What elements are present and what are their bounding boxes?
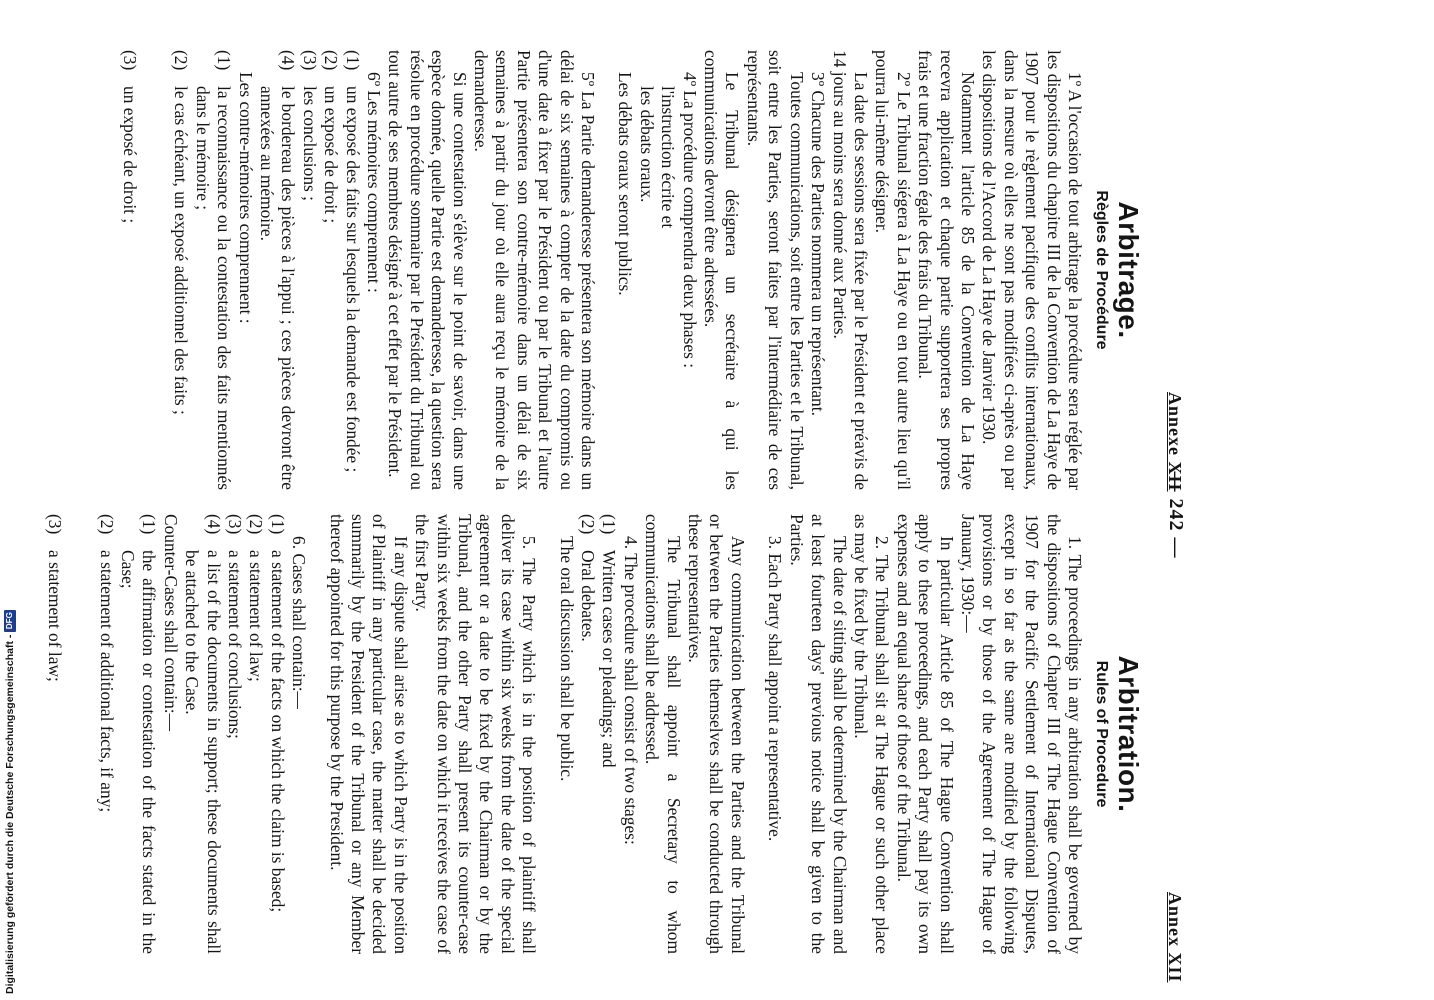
french-paragraph-5: 5º La Partie demanderesse présentera son mémoire dans un délai de six semaines à compter de la date du compromis ou d'une date à fixer par le Président ou par le Tribunal et l'autre Partie présentera son contre-mémoire dans un délai de six semaines à partir du jour où elle aura reçu le mémoire de la demanderesse.: [471, 50, 599, 490]
french-paragraph-4c: Les débats oraux seront publics.: [615, 72, 636, 296]
list-item: (1)la reconnaissance ou la contestation des faits mentionnés dans le mémoire ;: [192, 50, 235, 490]
english-paragraph-1b: In particular Article 85 of The Hague Convention shall apply to these proceedings, and each Party shall pay its own expenses and an equal share of those of the Tribunal.: [893, 514, 957, 954]
french-paragraph-2: 2º Le Tribunal siégera à La Haye ou en tout autre lieu qu'il pourra lui-même désigner.: [872, 50, 914, 490]
list-item: (3)a statement of conclusions;: [224, 514, 245, 739]
list-item: (2)a statement of law;: [246, 514, 267, 682]
french-subtitle: Règles de Procédure: [1093, 190, 1110, 350]
english-paragraph-5b: If any dispute shall arise as to which Party is in the position of Plaintiff in any particular case, the matter shall be decided summarily by the President of the Tribunal or any Member thereof appointed for this purpose by the President.: [326, 514, 411, 954]
english-paragraph-5: 5. The Party which is in the position of plaintiff shall deliver its case within six weeks from the date of the special agreement or a date to be fixed by the Chairman or by the Tribunal, and the other Party shall present its counter-case within six weeks from the date on which it receives the case of the first Party.: [412, 514, 540, 954]
french-paragraph-4: 4º La procédure comprendra deux phases :: [679, 72, 700, 369]
french-paragraph-2b: La date des sessions sera fixée par le Président et préavis de 14 jours au moins sera donné aux Parties.: [829, 50, 871, 490]
annex-label-french: Annexe XII: [1165, 392, 1185, 492]
french-paragraph-5b: Si une contestation s'élève sur le point de savoir, dans une espèce donnée, quelle Partie est demanderesse, la question sera résolue en procédure sommaire par le Président du Tribunal ou tout autre de ses membres désigné à cet effet par le Président.: [385, 50, 470, 490]
french-paragraph-3c: Le Tribunal désignera un secrétaire à qui les communications devront être adressées.: [701, 50, 743, 490]
list-item: (4)a list of the documents in support; these documents shall be attached to the Case.: [182, 514, 224, 954]
list-item: (3)les conclusions ;: [299, 50, 320, 201]
french-paragraph-3: 3º Chacune des Parties nommera un représentant.: [808, 72, 829, 416]
list-item: (3)a statement of law;: [45, 514, 66, 682]
english-paragraph-6b: Counter-Cases shall contain:—: [160, 514, 181, 731]
french-paragraph-6b: Les contre-mémoires comprennent :: [235, 72, 256, 324]
french-column: [119, 50, 1143, 490]
list-item: (3)un exposé de droit ;: [119, 50, 140, 224]
digitisation-credit: [2, 602, 18, 994]
french-paragraph-1b: Notamment l'article 85 de la Convention de La Haye recevra application et chaque partie supportera ses propres frais et une fraction égale des frais du Tribunal.: [915, 50, 978, 490]
list-item: (1)the affirmation or contestation of the facts stated in the Case;: [117, 514, 160, 954]
english-column: [44, 514, 1143, 954]
french-paragraph-3b: Toutes communications, soit entre les Parties et le Tribunal, soit entre les Parties, seront faites par l'intermédiaire de ces représentants.: [743, 50, 807, 490]
english-paragraph-3: 3. Each Party shall appoint a representative.: [765, 536, 786, 842]
page-number: — 242 —: [1165, 471, 1187, 559]
english-paragraph-6: 6. Cases shall contain:—: [289, 536, 310, 709]
list-item: (2)Oral debates.: [578, 514, 599, 642]
french-phase-2: les débats oraux.: [636, 86, 657, 203]
list-item: (2)le cas échéant, un exposé additionnel des faits ;: [171, 50, 192, 415]
english-paragraph-3b: Any communication between the Parties and the Tribunal or between the Parties themselves shall be conducted through these representatives.: [685, 514, 748, 954]
english-paragraph-2b: The date of sitting shall be determined by the Chairman and at least fourteen days' previous notice shall be given to the Parties.: [786, 514, 850, 954]
english-subtitle: Rules of Procedure: [1093, 660, 1110, 808]
list-item: (2)un exposé de droit ;: [321, 50, 342, 224]
english-title: Arbitration.: [1113, 655, 1144, 813]
list-item: (2)a statement of additional facts, if any;: [96, 514, 117, 813]
english-paragraph-2: 2. The Tribunal shall sit at The Hague or such other place as may be fixed by the Tribunal.: [850, 514, 893, 954]
french-title: Arbitrage.: [1113, 201, 1144, 339]
french-paragraph-6: 6º Les mémoires comprennent :: [364, 72, 384, 293]
french-phase-1: l'instruction écrite et: [658, 86, 679, 229]
list-item: (1)a statement of the facts on which the claim is based;: [267, 514, 288, 913]
dfg-logo-icon: DFG: [4, 610, 16, 632]
list-item: (1)Written cases or pleadings; and: [599, 514, 620, 768]
annex-label-english: Annex XII: [1165, 892, 1185, 983]
french-paragraph-1: 1º A l'occasion de tout arbitrage la procédure sera réglée par les dispositions du chapitre III de la Convention de La Haye de 1907 pour le règlement pacifique des conflits internationaux, dans la mesure où elles ne sont pas modifiées ci-après ou par les dispositions de l'Accord de La Haye de Janvier 1930.: [979, 50, 1085, 490]
english-paragraph-3c: The Tribunal shall appoint a Secretary to whom communications shall be addressed.: [642, 514, 684, 954]
english-paragraph-4c: The oral discussion shall be public.: [556, 536, 577, 782]
english-paragraph-4: 4. The procedure shall consist of two stages:: [620, 536, 641, 845]
list-item: (4)le bordereau des pièces à l'appui ; ces pièces devront être annexées au mémoire.: [256, 50, 299, 490]
english-paragraph-1: 1. The proceedings in any arbitration shall be governed by the dispositions of Chapter III of The Hague Convention of 1907 for the Pacific Settlement of International Disputes, except in so far as the same are modified by the following provisions or by those of the Agreement of The Hague of January, 1930:—: [957, 514, 1085, 954]
credit-text: Digitalisierung gefördert durch die Deutsche Forschungsgemeinschaft -: [4, 634, 16, 994]
list-item: (1)un exposé des faits sur lesquels la demande est fondée ;: [342, 50, 363, 473]
